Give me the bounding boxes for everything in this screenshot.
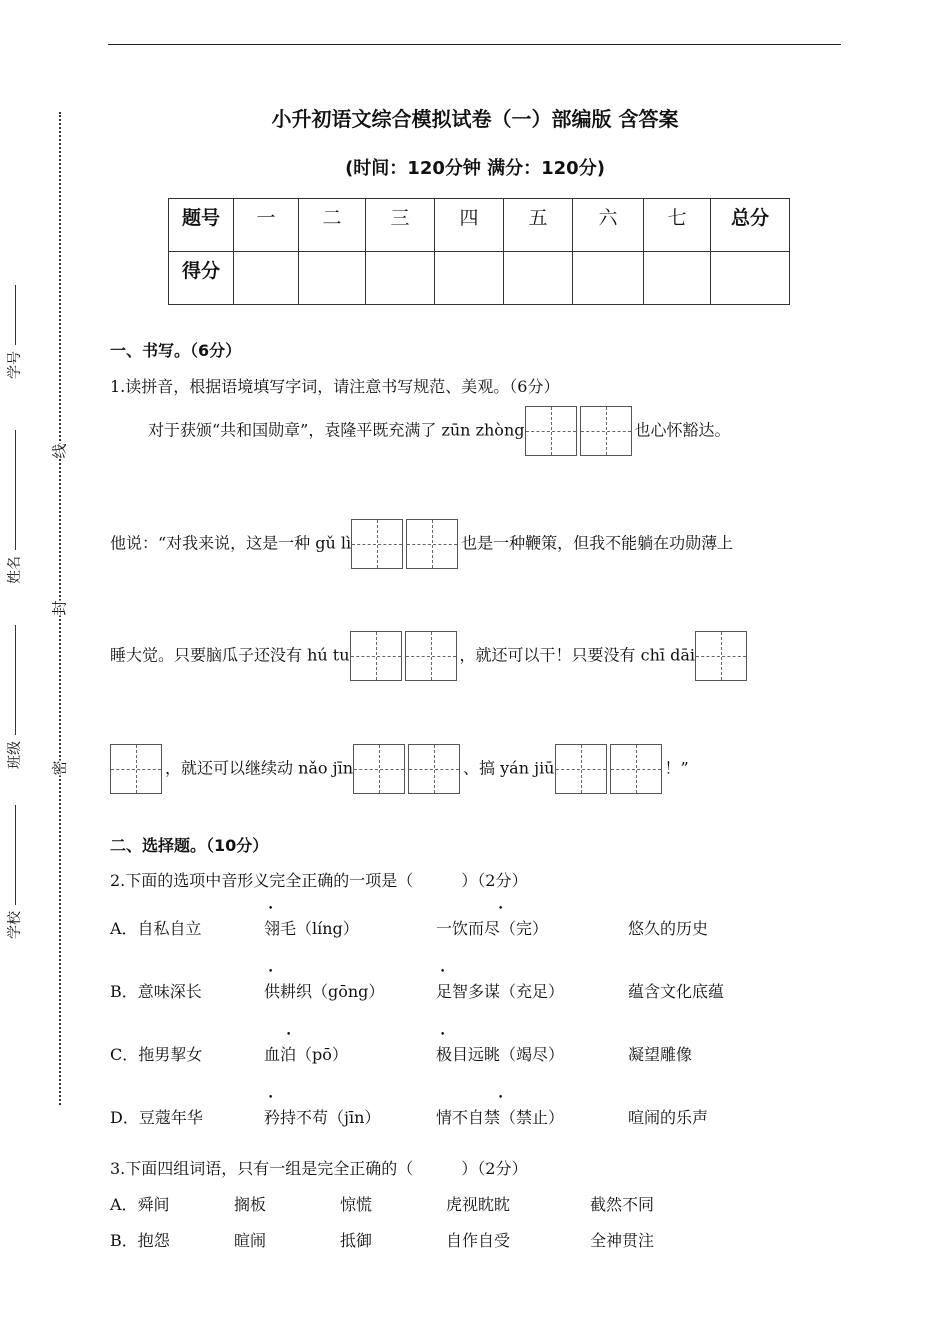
header-cell: 六 bbox=[573, 199, 644, 252]
option-label[interactable]: A．舜间 bbox=[110, 1195, 170, 1214]
option-item: 惊慌 bbox=[340, 1195, 373, 1214]
option-item: 凝望雕像 bbox=[628, 1045, 693, 1064]
emphasis-dot: • bbox=[268, 967, 274, 977]
passage-text: ！” bbox=[664, 758, 689, 778]
score-table-header-row bbox=[169, 199, 790, 252]
writing-box[interactable] bbox=[405, 631, 457, 681]
blank-line bbox=[15, 285, 16, 345]
option-item: 虎视眈眈 bbox=[446, 1195, 511, 1214]
fill-line-4 bbox=[110, 744, 689, 794]
section-heading: 二、选择题。（10分） bbox=[110, 836, 269, 855]
option-item: 悠久的历史 bbox=[628, 919, 709, 938]
option-item: 极目远眺（竭尽） bbox=[436, 1045, 565, 1064]
passage-text: 睡大觉。只要脑瓜子还没有 hú tu bbox=[110, 645, 350, 665]
seal-char-secret: 密 bbox=[50, 760, 69, 776]
option-item: 搁板 bbox=[234, 1195, 267, 1214]
passage-text: 、搞 yán jiū bbox=[463, 758, 555, 778]
option-item: 自作自受 bbox=[446, 1231, 511, 1250]
score-cell[interactable] bbox=[644, 252, 711, 305]
passage-text: ，就还可以继续动 nǎo jīn bbox=[165, 758, 354, 778]
question-text: 3.下面四组词语，只有一组是完全正确的（ ）（2分） bbox=[110, 1159, 528, 1178]
option-item: 一饮而尽（完） bbox=[436, 919, 549, 938]
score-table-score-row bbox=[169, 252, 790, 305]
emphasis-dot: • bbox=[268, 904, 274, 914]
fill-line-2 bbox=[110, 519, 733, 569]
option-item: 血泊（pō） bbox=[264, 1045, 348, 1064]
passage-text: 他说：“对我来说，这是一种 gǔ lì bbox=[110, 533, 352, 553]
score-cell[interactable] bbox=[366, 252, 435, 305]
emphasis-dot: • bbox=[440, 967, 446, 977]
option-item: 抵御 bbox=[340, 1231, 373, 1250]
emphasis-dot: • bbox=[498, 1093, 504, 1103]
emphasis-dot: • bbox=[268, 1093, 274, 1103]
score-cell[interactable] bbox=[234, 252, 299, 305]
writing-box[interactable] bbox=[350, 631, 402, 681]
seal-char-seal: 封 bbox=[50, 600, 69, 616]
option-item: 全神贯注 bbox=[590, 1231, 655, 1250]
top-rule bbox=[108, 44, 841, 45]
option-item: 翎毛（líng） bbox=[264, 919, 359, 938]
option-item: 截然不同 bbox=[590, 1195, 655, 1214]
header-cell: 题号 bbox=[169, 199, 234, 252]
header-cell: 七 bbox=[644, 199, 711, 252]
question-text: 2.下面的选项中音形义完全正确的一项是（ ）（2分） bbox=[110, 871, 528, 890]
header-cell: 二 bbox=[299, 199, 366, 252]
header-cell: 五 bbox=[504, 199, 573, 252]
passage-text: ，就还可以干！只要没有 chī dāi bbox=[459, 645, 695, 665]
side-label-class: 班级 bbox=[7, 741, 23, 769]
writing-box[interactable] bbox=[406, 519, 458, 569]
writing-box[interactable] bbox=[580, 406, 632, 456]
seal-char-line: 线 bbox=[50, 443, 69, 459]
option-item: 喧闹的乐声 bbox=[628, 1108, 709, 1127]
header-cell: 四 bbox=[435, 199, 504, 252]
option-label[interactable]: B．意味深长 bbox=[110, 982, 202, 1001]
passage-text: 也是一种鞭策，但我不能躺在功勋薄上 bbox=[461, 533, 734, 553]
page-title: 小升初语文综合模拟试卷（一）部编版 含答案 bbox=[271, 107, 679, 131]
score-cell[interactable] bbox=[711, 252, 790, 305]
side-label-student-no: 学号 bbox=[7, 351, 23, 379]
score-cell[interactable] bbox=[573, 252, 644, 305]
passage-text: 对于获颁“共和国勋章”，袁隆平既充满了 zūn zhòng bbox=[148, 420, 525, 440]
score-cell[interactable] bbox=[504, 252, 573, 305]
writing-box[interactable] bbox=[110, 744, 162, 794]
question-text: 1.读拼音，根据语境填写字词，请注意书写规范、美观。（6分） bbox=[110, 377, 560, 396]
option-label[interactable]: A．自私自立 bbox=[110, 919, 202, 938]
side-label-school: 学校 bbox=[7, 911, 23, 939]
writing-box[interactable] bbox=[610, 744, 662, 794]
section-heading: 一、书写。（6分） bbox=[110, 341, 242, 360]
option-item: 暄闹 bbox=[234, 1231, 267, 1250]
score-cell[interactable] bbox=[435, 252, 504, 305]
option-label[interactable]: B．抱怨 bbox=[110, 1231, 170, 1250]
blank-line bbox=[15, 805, 16, 905]
option-item: 蕴含文化底蕴 bbox=[628, 982, 725, 1001]
passage-text: 也心怀豁达。 bbox=[634, 420, 731, 440]
emphasis-dot: • bbox=[498, 904, 504, 914]
option-label[interactable]: D．豆蔻年华 bbox=[110, 1108, 203, 1127]
fill-line-1 bbox=[148, 406, 731, 456]
option-item: 足智多谋（充足） bbox=[436, 982, 565, 1001]
writing-box[interactable] bbox=[555, 744, 607, 794]
option-label[interactable]: C．拖男挈女 bbox=[110, 1045, 203, 1064]
score-cell[interactable] bbox=[299, 252, 366, 305]
header-cell: 总分 bbox=[711, 199, 790, 252]
blank-line bbox=[15, 430, 16, 550]
fill-line-3 bbox=[110, 631, 750, 681]
side-label-name: 姓名 bbox=[7, 556, 23, 584]
writing-box[interactable] bbox=[351, 519, 403, 569]
score-table bbox=[168, 198, 790, 305]
header-cell: 三 bbox=[366, 199, 435, 252]
blank-line bbox=[15, 625, 16, 735]
option-item: 矜持不苟（jīn） bbox=[264, 1108, 381, 1127]
writing-box[interactable] bbox=[525, 406, 577, 456]
emphasis-dot: • bbox=[440, 1030, 446, 1040]
option-item: 供耕织（gōng） bbox=[264, 982, 385, 1001]
writing-box[interactable] bbox=[695, 631, 747, 681]
writing-box[interactable] bbox=[353, 744, 405, 794]
header-cell: 一 bbox=[234, 199, 299, 252]
emphasis-dot: • bbox=[286, 1030, 292, 1040]
option-item: 情不自禁（禁止） bbox=[436, 1108, 565, 1127]
page-subtitle: (时间：120分钟 满分：120分) bbox=[345, 158, 605, 179]
writing-box[interactable] bbox=[408, 744, 460, 794]
row-label: 得分 bbox=[169, 252, 234, 305]
